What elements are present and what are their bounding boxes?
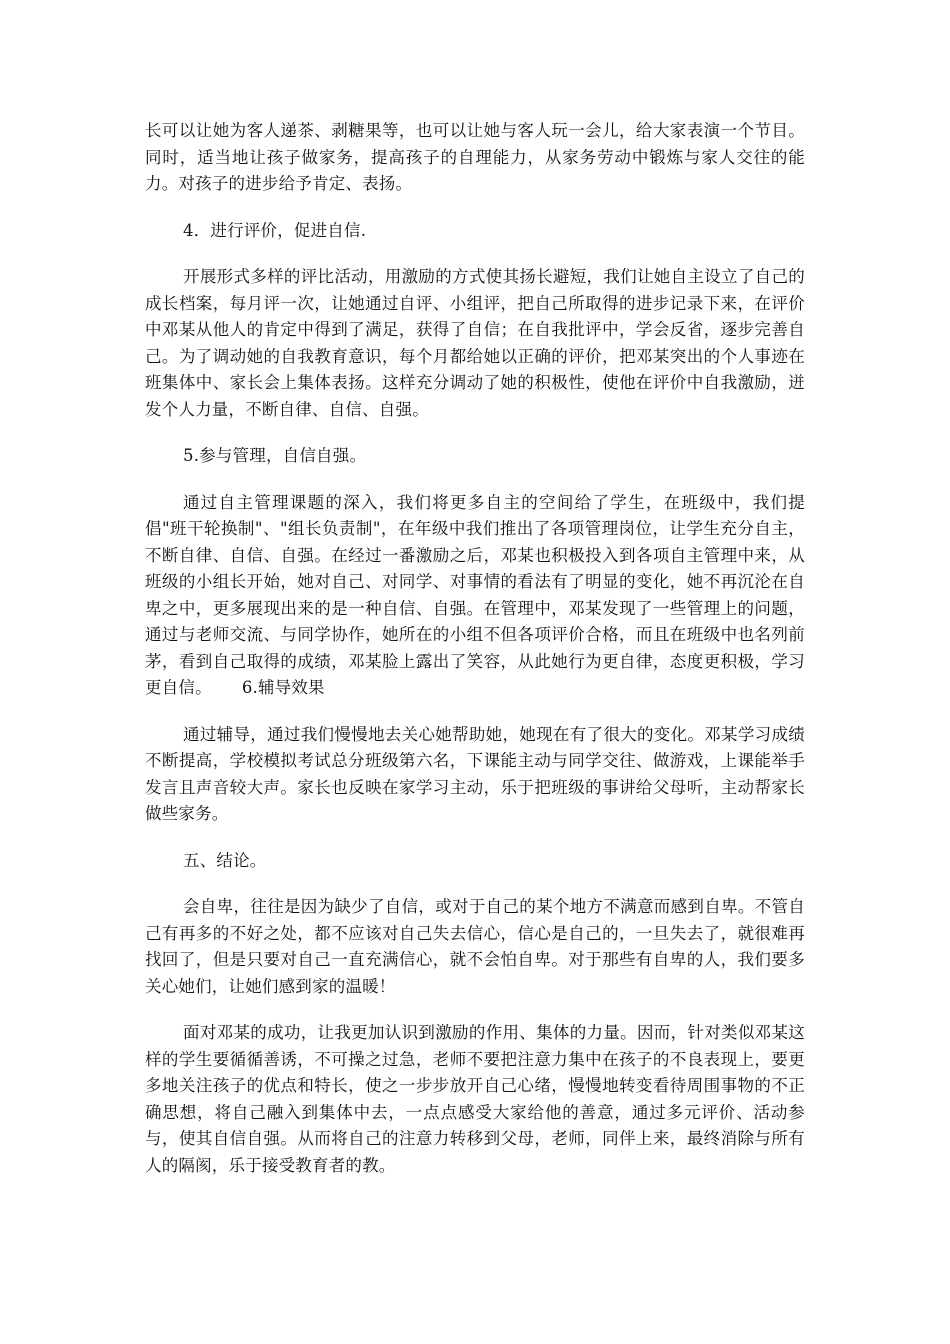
document-page <box>145 118 805 1199</box>
paragraph-evaluation: 开展形式多样的评比活动，用激励的方式使其扬长避短，我们让她自主设立了自己的成长档案，每月评一次，让她通过自评、小组评，把自己所取得的进步记录下来，在评价中邓某从他人的肯定中得到了满足，获得了自信；在自我批评中，学会反省，逐步完善自己。为了调动她的自我教育意识，每个月都给她以正确的评价，把邓某突出的个人事迹在班集体中、家长会上集体表扬。这样充分调动了她的积极性，使他在评价中自我激励，迸发个人力量，不断自律、自信、自强。 <box>145 267 805 419</box>
paragraph-management-text: 通过自主管理课题的深入，我们将更多自主的空间给了学生，在班级中，我们提倡"班干轮换制"、"组长负责制"，在年级中我们推出了各项管理岗位，让学生充分自主，不断自律、自信、自强。在经过一番激励之后，邓某也积极投入到各项自主管理中来，从班级的小组长开始，她对自己、对同学、对事情的看法有了明显的变化，她不再沉沦在自卑之中，更多展现出来的是一种自信、自强。在管理中，邓某发现了一些管理上的问题，通过与老师交流、与同学协作，她所在的小组不但各项评价合格，而且在班级中也名列前茅，看到自己取得的成绩，邓某脸上露出了笑容，从此她行为更自律，态度更积极，学习更自信。 <box>145 492 805 697</box>
paragraph-continuation: 长可以让她为客人递茶、剥糖果等，也可以让她与客人玩一会儿，给大家表演一个节目。同时，适当地让孩子做家务，提高孩子的自理能力，从家务劳动中锻炼与家人交往的能力。对孩子的进步给予肯定、表扬。 <box>145 121 805 193</box>
section-heading-5: 5.参与管理，自信自强。 <box>183 446 367 465</box>
paragraph-management <box>145 490 805 702</box>
paragraph-conclusion-1: 会自卑，往往是因为缺少了自信，或对于自己的某个地方不满意而感到自卑。不管自己有再多的不好之处，都不应该对自己失去信心，信心是自己的，一旦失去了，就很难再找回了，但是只要对自己一直充满信心，就不会怕自卑。对于那些有自卑的人，我们要多关心她们，让她们感到家的温暖！ <box>145 897 805 996</box>
section-heading-conclusion: 五、结论。 <box>183 850 267 870</box>
section-heading-4: 4．进行评价，促进自信. <box>183 220 367 240</box>
paragraph-conclusion-2: 面对邓某的成功，让我更加认识到激励的作用、集体的力量。因而，针对类似邓某这样的学生要循循善诱，不可操之过急，老师不要把注意力集中在孩子的不良表现上，要更多地关注孩子的优点和特长，使之一步步放开自己心绪，慢慢地转变看待周围事物的不正确思想，将自己融入到集体中去，一点点感受大家给他的善意，通过多元评价、活动参与，使其自信自强。从而将自己的注意力转移到父母，老师，同伴上来，最终消除与所有人的隔阂，乐于接受教育者的教。 <box>145 1023 805 1175</box>
section-heading-6: 6.辅导效果 <box>241 678 325 697</box>
paragraph-effect: 通过辅导，通过我们慢慢地去关心她帮助她，她现在有了很大的变化。邓某学习成绩不断提高，学校模拟考试总分班级第六名，下课能主动与同学交往、做游戏，上课能举手发言且声音较大声。家长也反映在家学习主动，乐于把班级的事讲给父母听，主动帮家长做些家务。 <box>145 724 805 823</box>
